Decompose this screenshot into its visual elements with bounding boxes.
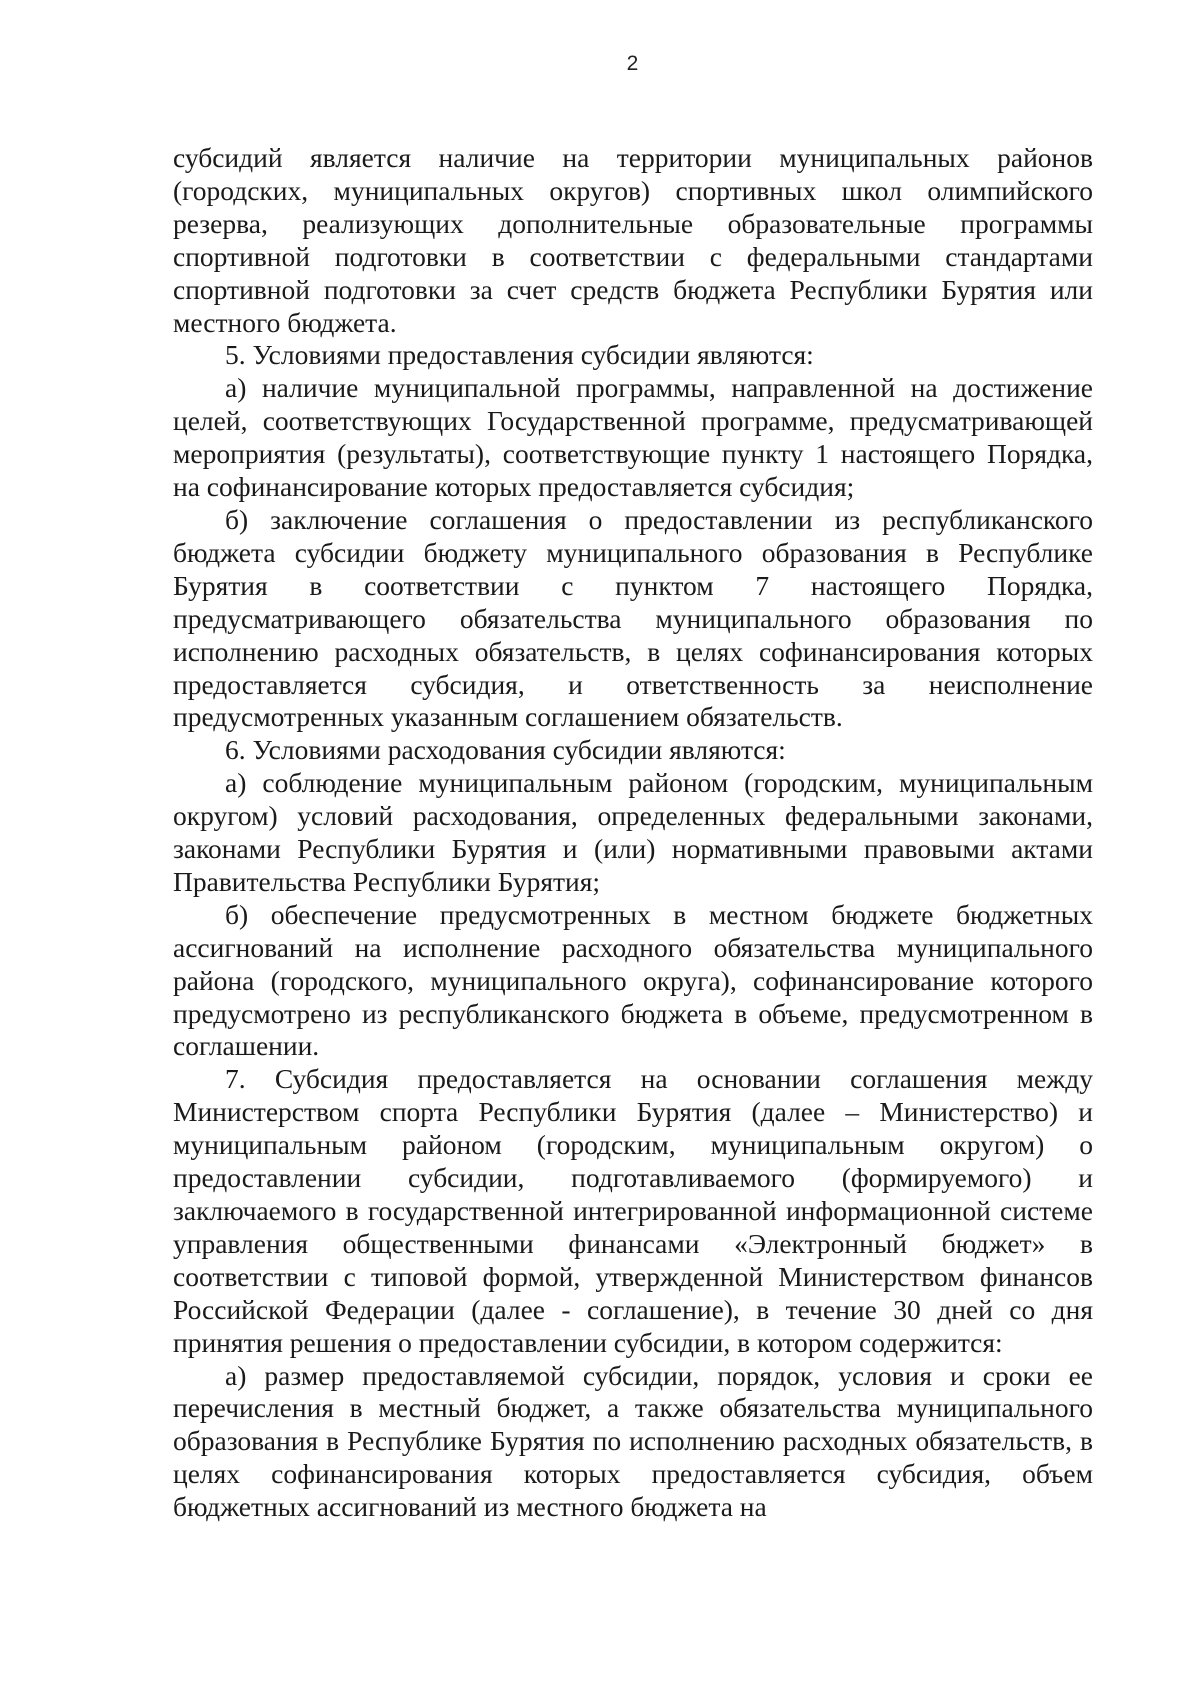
paragraph-item-7a: а) размер предоставляемой субсидии, порядок, условия и сроки ее перечисления в местный бюджет, а также обязательства муниципального образования в Республике Бурятия по исполнению расходных обязательств, в целях софинансирования которых предоставляется субсидия, объем бюджетных ассигнований из местного бюджета на [173,1359,1093,1523]
paragraph-item-5a: а) наличие муниципальной программы, направленной на достижение целей, соответствующих Государственной программе, предусматривающей мероприятия (результаты), соответствующие пункту 1 настоящего Порядка, на софинансирование которых предоставляется субсидия; [173,372,1093,503]
paragraph-item-6a: а) соблюдение муниципальным районом (городским, муниципальным округом) условий расходования, определенных федеральными законами, законами Республики Бурятия и (или) нормативными правовыми актами Правительства Республики Бурятия; [173,767,1093,897]
paragraph-item-6-heading: 6. Условиями расходования субсидии являются: [225,734,786,766]
paragraph-item-5b: б) заключение соглашения о предоставлении из республиканского бюджета субсидии бюджету муниципального образования в Республике Бурятия в соответствии с пунктом 7 настоящего Порядка, предусматривающего обязательства муниципального образования по исполнению расходных обязательств, в целях софинансирования которых предоставляется субсидия, и ответственность за неисполнение предусмотренных указанным соглашением обязательств. [173,503,1093,733]
paragraph-subsidy-criteria-continued: субсидий является наличие на территории муниципальных районов (городских, муниципальных округов) спортивных школ олимпийского резерва, реализующих дополнительные образовательные программы спортивной подготовки в соответствии с федеральными стандартами спортивной подготовки за счет средств бюджета Республики Бурятия или местного бюджета. [173,142,1093,338]
paragraph-item-7: 7. Субсидия предоставляется на основании соглашения между Министерством спорта Республики Бурятия (далее – Министерство) и муниципальным районом (городским, муниципальным округом) о предоставлении субсидии, подготавливаемого (формируемого) и заключаемого в государственной интегрированной информационной системе управления общественными финансами «Электронный бюджет» в соответствии с типовой формой, утвержденной Министерством финансов Российской Федерации (далее - соглашение), в течение 30 дней со дня принятия решения о предоставлении субсидии, в котором содержится: [173,1063,1093,1358]
page-number: 2 [626,52,639,75]
paragraph-item-6b: б) обеспечение предусмотренных в местном бюджете бюджетных ассигнований на исполнение расходного обязательства муниципального района (городского, муниципального округа), софинансирование которого предусмотрено из республиканского бюджета в объеме, предусмотренном в соглашении. [173,898,1093,1062]
paragraph-item-5-heading: 5. Условиями предоставления субсидии являются: [225,339,814,371]
document-body [173,142,1093,1524]
